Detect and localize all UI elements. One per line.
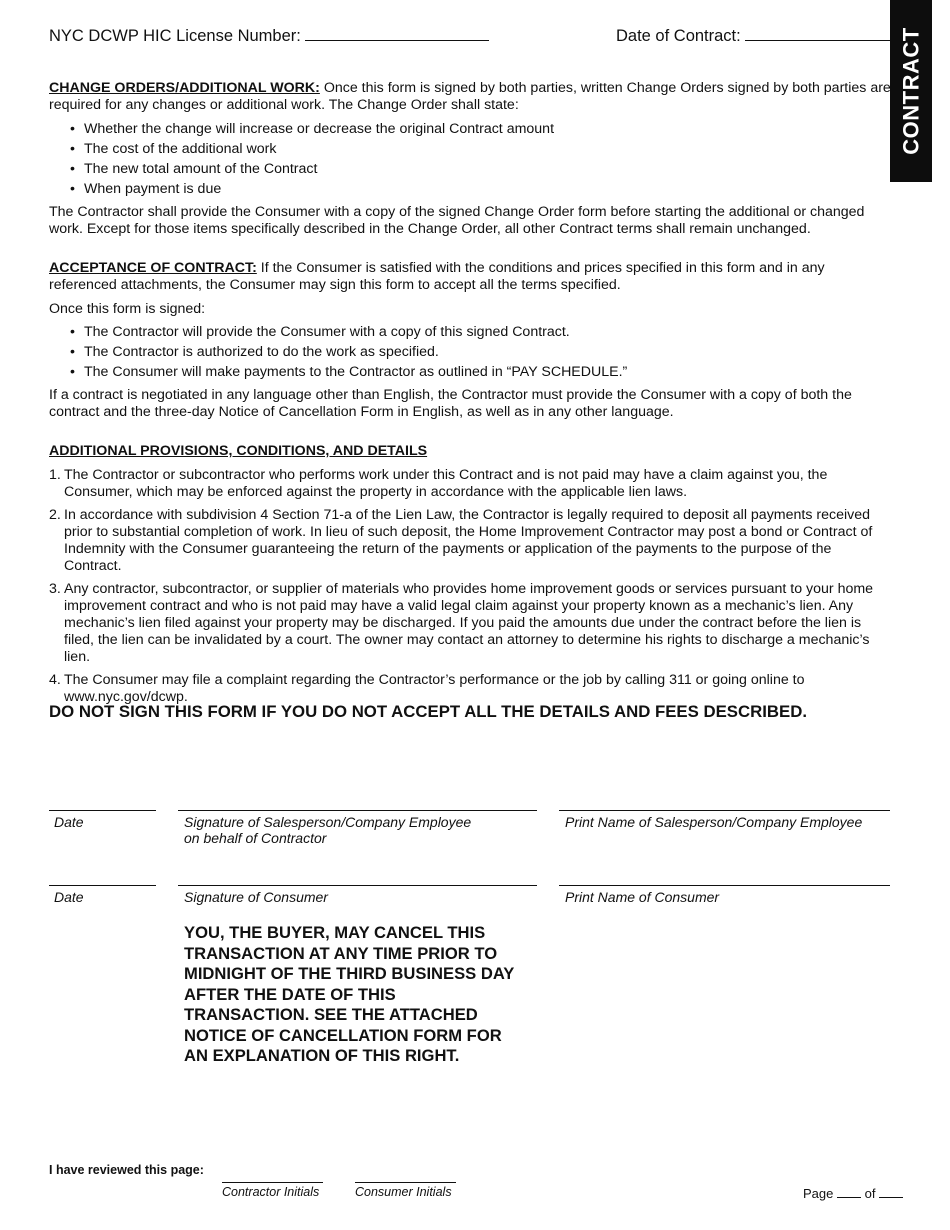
item-text: Any contractor, subcontractor, or supplier of materials who provides home improvement goods or services pursuant to your home improvement contract and who is not paid may have a valid legal claim against your property known as a mechanic’s lien. Any mechanic’s lien filed against your property may be discharged. If you paid the amounts due under the contract before the lien is filed, the lien can be invalidated by a court. The owner may contact an attorney to determine his rights to discharge a mechanic’s lien.: [64, 581, 874, 665]
contract-date-field[interactable]: [616, 26, 895, 46]
acceptance-intro-text: If the Consumer is satisfied with the conditions and prices specified in this form and in any referenced attachments, the Consumer may sign this form to accept all the terms specified.: [49, 260, 825, 293]
once-signed-label: Once this form is signed:: [49, 301, 206, 317]
provisions-list: [49, 467, 891, 706]
acceptance-section: [49, 260, 891, 421]
item-number: 1.: [49, 467, 61, 483]
list-item: • The Consumer will make payments to the Contractor as outlined in “PAY SCHEDULE.”: [49, 362, 891, 382]
of-label: of: [864, 1186, 876, 1201]
reviewed-label: I have reviewed this page:: [49, 1163, 204, 1177]
acceptance-heading: ACCEPTANCE OF CONTRACT:: [49, 260, 257, 276]
acceptance-intro: [49, 260, 891, 294]
list-item: • Whether the change will increase or decrease the original Contract amount: [49, 119, 891, 139]
acceptance-list: [49, 322, 891, 382]
item-number: 2.: [49, 507, 61, 523]
page-label: Page: [803, 1186, 834, 1201]
change-orders-closing: The Contractor shall provide the Consumer with a copy of the signed Change Order form before starting the additional or changed work. Except for those items specifically described in the Change Order, all other Contract terms shall remain unchanged.: [49, 204, 865, 237]
change-orders-intro: [49, 80, 891, 114]
consumer-signature-line[interactable]: [178, 885, 537, 886]
salesperson-signature-line[interactable]: [178, 810, 537, 811]
consumer-initials-line[interactable]: [355, 1182, 456, 1183]
license-number-field[interactable]: [49, 26, 489, 46]
list-item: • The Contractor will provide the Consumer with a copy of this signed Contract.: [49, 322, 891, 342]
list-item: [49, 507, 891, 575]
item-number: 4.: [49, 672, 61, 688]
list-item: [49, 467, 891, 501]
consumer-print-line[interactable]: [559, 885, 890, 886]
item-text: The Contractor or subcontractor who performs work under this Contract and is not paid may have a claim against you, the Consumer, which may be enforced against the property in accordance with the applicable lien laws.: [64, 467, 828, 500]
contractor-date-label: Date: [54, 814, 84, 830]
salesperson-signature-label: [184, 814, 471, 846]
contractor-date-line[interactable]: [49, 810, 156, 811]
contract-side-tab: [890, 0, 932, 182]
item-text: The Consumer may file a complaint regarding the Contractor’s performance or the job by calling 311 or going online to www.nyc.gov/dcwp.: [64, 672, 805, 705]
consumer-print-label: Print Name of Consumer: [565, 889, 720, 905]
contractor-initials-label: Contractor Initials: [222, 1185, 320, 1199]
language-note: If a contract is negotiated in any language other than English, the Contractor must provide the Consumer with a copy of both the contract and the three-day Notice of Cancellation Form in English, as well as in any other language.: [49, 387, 852, 420]
list-item: [49, 581, 891, 666]
contract-date-line[interactable]: [745, 26, 895, 41]
license-number-line[interactable]: [305, 26, 489, 41]
provisions-section: [49, 443, 891, 712]
change-orders-heading: CHANGE ORDERS/ADDITIONAL WORK:: [49, 80, 320, 96]
side-tab-label: CONTRACT: [898, 27, 924, 155]
salesperson-print-label: Print Name of Salesperson/Company Employee: [565, 814, 863, 830]
page-number-line[interactable]: [837, 1187, 861, 1198]
page-number: [803, 1185, 903, 1202]
list-item: [49, 672, 891, 706]
change-orders-intro-text: Once this form is signed by both parties, written Change Orders signed by both parties are required for any changes or additional work. The Change Order shall state:: [49, 80, 891, 113]
contract-date-label: Date of Contract:: [616, 27, 741, 45]
salesperson-print-line[interactable]: [559, 810, 890, 811]
do-not-sign-warning: DO NOT SIGN THIS FORM IF YOU DO NOT ACCEPT ALL THE DETAILS AND FEES DESCRIBED.: [49, 702, 807, 721]
page-total-line[interactable]: [879, 1187, 903, 1198]
consumer-signature-label: Signature of Consumer: [184, 889, 328, 905]
list-item: • When payment is due: [49, 179, 891, 199]
list-item: • The Contractor is authorized to do the work as specified.: [49, 342, 891, 362]
consumer-initials-label: Consumer Initials: [355, 1185, 452, 1199]
provisions-heading: ADDITIONAL PROVISIONS, CONDITIONS, AND DETAILS: [49, 443, 428, 459]
item-text: In accordance with subdivision 4 Section 71-a of the Lien Law, the Contractor is legally required to deposit all payments received prior to substantial completion of work. In lieu of such deposit, the Home Improvement Contractor may post a bond or Contract of Indemnity with the Consumer guaranteeing the return of the payments or application of the payments to the purpose of the Contract.: [64, 507, 873, 574]
list-item: • The cost of the additional work: [49, 139, 891, 159]
change-orders-section: [49, 80, 891, 238]
salesperson-signature-label-line2: on behalf of Contractor: [184, 830, 327, 846]
consumer-date-label: Date: [54, 889, 84, 905]
cancellation-notice: YOU, THE BUYER, MAY CANCEL THIS TRANSACTION AT ANY TIME PRIOR TO MIDNIGHT OF THE THIRD BUSINESS DAY AFTER THE DATE OF THIS TRANSACTION. SEE THE ATTACHED NOTICE OF CANCELLATION FORM FOR AN EXPLANATION OF THIS RIGHT.: [184, 923, 515, 1065]
consumer-date-line[interactable]: [49, 885, 156, 886]
item-number: 3.: [49, 581, 61, 597]
change-orders-list: [49, 119, 891, 199]
contractor-initials-line[interactable]: [222, 1182, 323, 1183]
salesperson-signature-label-line1: Signature of Salesperson/Company Employee: [184, 814, 472, 830]
license-number-label: NYC DCWP HIC License Number:: [49, 27, 301, 45]
list-item: • The new total amount of the Contract: [49, 159, 891, 179]
